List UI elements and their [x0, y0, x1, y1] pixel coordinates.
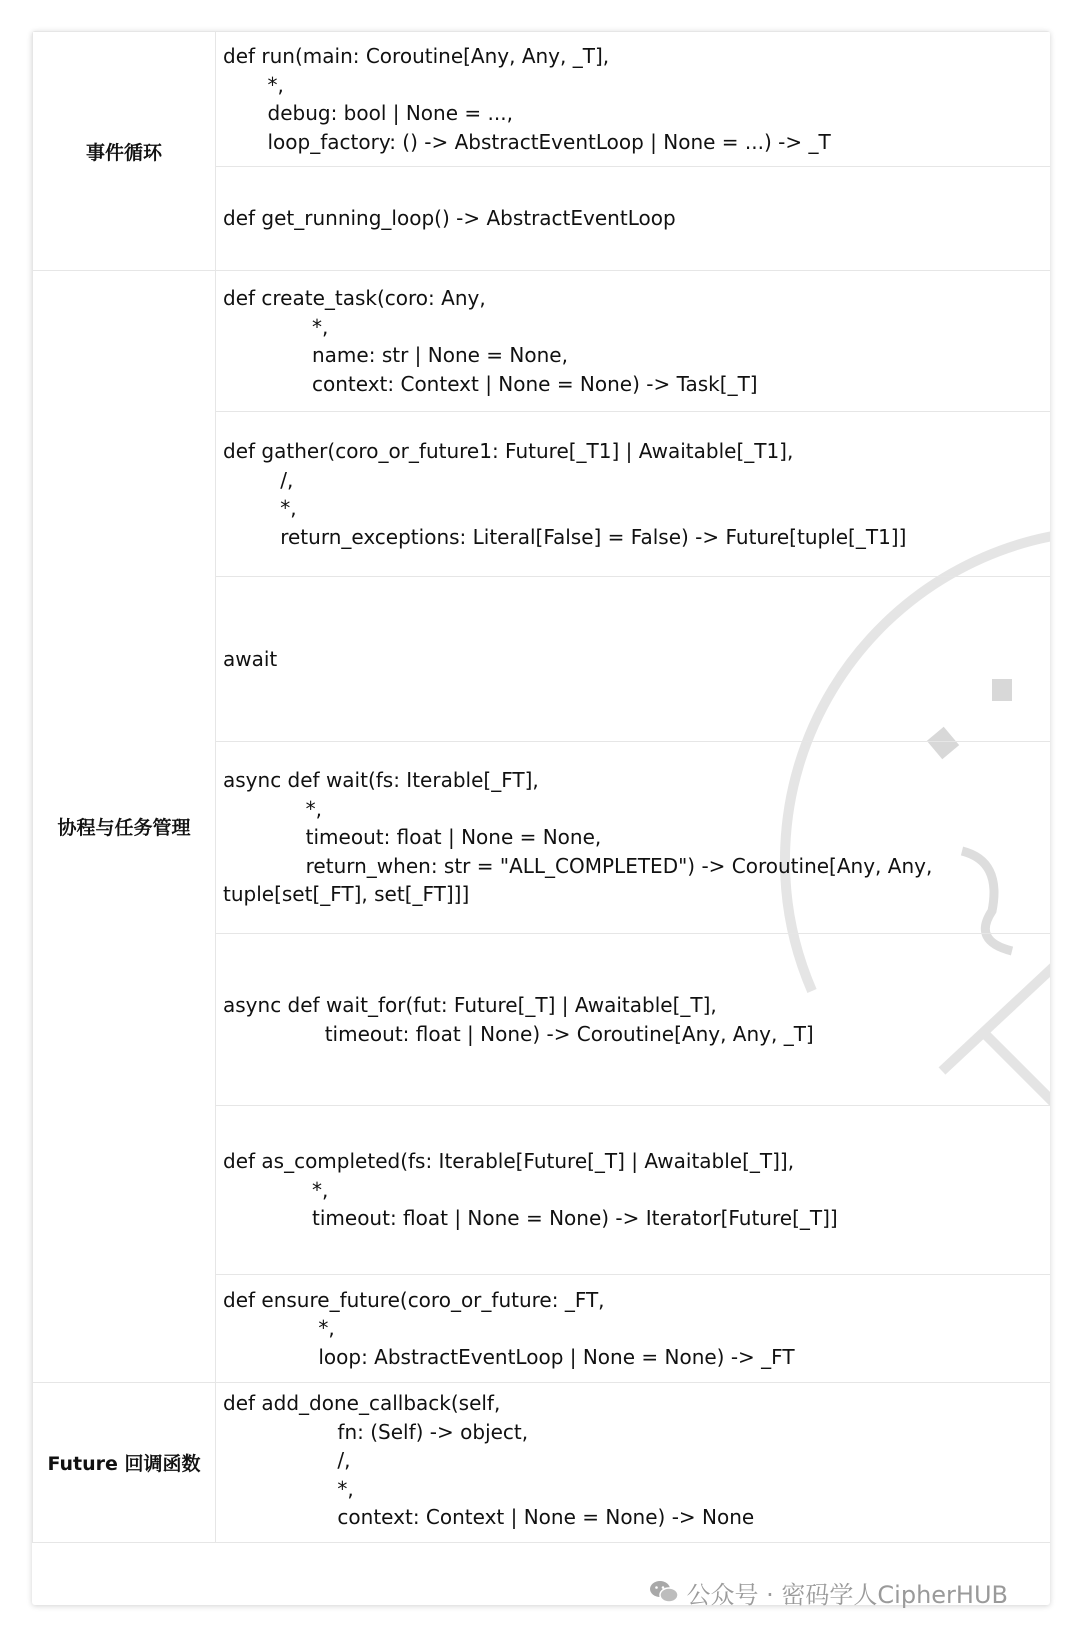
signature-ensure-future: def ensure_future(coro_or_future: _FT, *, loop: AbstractEventLoop | None = None) -> _FT — [223, 1287, 795, 1369]
signature-wait: async def wait(fs: Iterable[_FT], *, timeout: float | None = None, return_when: str = "ALL_COMPLETED") -> Coroutine[Any, Any, tuple[set[_FT], set[_FT]]] — [223, 768, 933, 907]
signature-cell — [216, 1383, 1051, 1543]
signature-cell — [216, 1275, 1051, 1383]
signature-cell — [216, 167, 1051, 271]
signature-as-completed: def as_completed(fs: Iterable[Future[_T] | Awaitable[_T]], *, timeout: float | None = None) -> Iterator[Future[_T]] — [223, 1149, 838, 1231]
signature-add-done-callback: def add_done_callback(self, fn: (Self) -> object, /, *, context: Context | None = None) -> None — [223, 1391, 755, 1529]
signature-cell — [216, 271, 1051, 412]
category-event-loop: 事件循环 — [33, 32, 216, 271]
signature-cell — [216, 934, 1051, 1106]
signature-create-task: def create_task(coro: Any, *, name: str | None = None, context: Context | None = None) -> Task[_T] — [223, 286, 758, 396]
signature-cell — [216, 32, 1051, 167]
signature-gather: def gather(coro_or_future1: Future[_T1] | Awaitable[_T1], /, *, return_exceptions: Literal[False] = False) -> Future[tuple[_T1]] — [223, 439, 907, 549]
wechat-icon — [649, 1579, 679, 1605]
signature-cell — [216, 577, 1051, 742]
category-future-callback: Future 回调函数 — [33, 1383, 216, 1543]
signature-run: def run(main: Coroutine[Any, Any, _T], *, debug: bool | None = ..., loop_factory: () -> AbstractEventLoop | None = ...) -> _T — [223, 44, 831, 154]
signature-await: await — [223, 646, 278, 671]
category-coroutine-task: 协程与任务管理 — [33, 271, 216, 1383]
signature-wait-for: async def wait_for(fut: Future[_T] | Awaitable[_T], timeout: float | None) -> Coroutine[Any, Any, _T] — [223, 993, 814, 1046]
table-row — [33, 32, 1051, 167]
signature-cell — [216, 742, 1051, 934]
table-row — [33, 1383, 1051, 1543]
signature-cell — [216, 1106, 1051, 1275]
footer-attribution — [649, 1574, 1008, 1610]
signature-get-running-loop: def get_running_loop() -> AbstractEventLoop — [223, 206, 676, 231]
signature-cell — [216, 412, 1051, 577]
footer-text: 公众号 · 密码学人CipherHUB — [686, 1580, 1008, 1609]
api-table — [32, 31, 1050, 1543]
api-table-card — [32, 31, 1050, 1605]
table-row — [33, 271, 1051, 412]
